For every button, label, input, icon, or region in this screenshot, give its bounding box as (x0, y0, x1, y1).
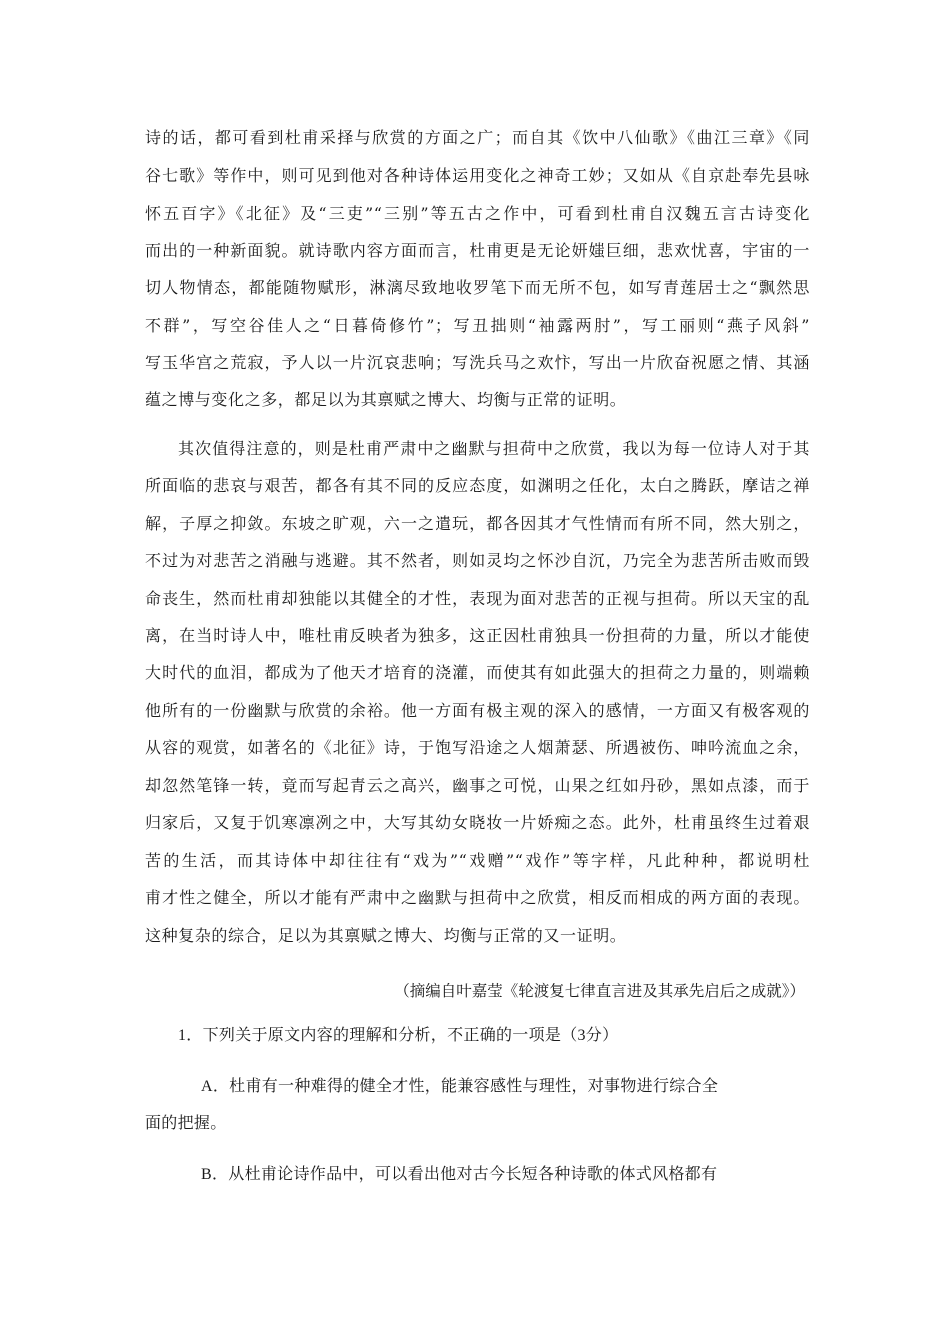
paragraph-1-line-2: 谷七歌》等作中，则可见到他对各种诗体运用变化之神奇工妙；又如从《自京赴奉先县咏 (145, 166, 810, 185)
paragraph-2-line-12: 苦的生活，而其诗体中却往往有“戏为”“戏赠”“戏作”等字样，凡此种种，都说明杜 (145, 851, 810, 870)
paragraph-2-line-14: 这种复杂的综合，足以为其禀赋之博大、均衡与正常的又一证明。 (145, 926, 627, 945)
paragraph-2-line-13: 甫才性之健全，所以才能有严肃中之幽默与担荷中之欣赏，相反而相成的两方面的表现。 (145, 888, 810, 907)
option-b-line-1: B．从杜甫论诗作品中，可以看出他对古今长短各种诗歌的体式风格都有 (201, 1166, 718, 1183)
paragraph-2-line-6: 离，在当时诗人中，唯杜甫反映者为独多，这正因杜甫独具一份担荷的力量，所以才能使 (145, 626, 810, 645)
paragraph-1-line-7: 写玉华宫之荒寂，予人以一片沉哀悲响；写洗兵马之欢忭，写出一片欣奋祝愿之情、其涵 (145, 353, 810, 372)
paragraph-2-line-11: 归家后，又复于饥寒凛冽之中，大写其幼女晓妆一片娇痴之态。此外，杜甫虽终生过着艰 (145, 813, 810, 832)
option-a-line-2: 面的把握。 (145, 1115, 227, 1132)
paragraph-2-line-9: 从容的观赏，如著名的《北征》诗，于饱写沿途之人烟萧瑟、所遇被伤、呻吟流血之余， (145, 738, 810, 757)
paragraph-2-line-7: 大时代的血泪，都成为了他天才培育的浇灌，而使其有如此强大的担荷之力量的，则端赖 (145, 663, 810, 682)
paragraph-2-line-8: 他所有的一份幽默与欣赏的余裕。他一方面有极主观的深入的感情，一方面又有极客观的 (145, 701, 810, 720)
question-1-stem: 1．下列关于原文内容的理解和分析，不正确的一项是（3分） (178, 1027, 619, 1044)
paragraph-1-line-8: 蕴之博与变化之多，都足以为其禀赋之博大、均衡与正常的证明。 (145, 390, 627, 409)
paragraph-1-line-1: 诗的话，都可看到杜甫采择与欣赏的方面之广；而自其《饮中八仙歌》《曲江三章》《同 (145, 128, 810, 147)
source-attribution: （摘编自叶嘉莹《轮渡复七律直言进及其承先启后之成就》） (394, 983, 805, 1000)
paragraph-1-line-6: 不群”，写空谷佳人之“日暮倚修竹”；写丑拙则“袖露两肘”，写工丽则“燕子风斜” (145, 316, 810, 335)
option-a-line-1: A．杜甫有一种难得的健全才性，能兼容感性与理性，对事物进行综合全 (201, 1078, 719, 1095)
paragraph-2-line-1: 其次值得注意的，则是杜甫严肃中之幽默与担荷中之欣赏，我以为每一位诗人对于其 (178, 439, 810, 458)
paragraph-2-line-4: 不过为对悲苦之消融与逃避。其不然者，则如灵均之怀沙自沉，乃完全为悲苦所击败而毁 (145, 551, 810, 570)
paragraph-1-line-5: 切人物情态，都能随物赋形，淋漓尽致地收罗笔下而无所不包，如写青莲居士之“飘然思 (145, 278, 810, 297)
paragraph-1-line-3: 怀五百字》《北征》及“三吏”“三别”等五古之作中，可看到杜甫自汉魏五言古诗变化 (145, 204, 810, 223)
paragraph-2-line-3: 解，子厚之抑敛。东坡之旷观，六一之遣玩，都各因其才气性情而有所不同，然大别之， (145, 514, 810, 533)
paragraph-2-line-5: 命丧生，然而杜甫却独能以其健全的才性，表现为面对悲苦的正视与担荷。所以天宝的乱 (145, 589, 810, 608)
paragraph-1-line-4: 而出的一种新面貌。就诗歌内容方面而言，杜甫更是无论妍媸巨细，悲欢忧喜，宇宙的一 (145, 241, 810, 260)
paragraph-2-line-10: 却忽然笔锋一转，竟而写起青云之高兴，幽事之可悦，山果之红如丹砂，黑如点漆，而于 (145, 776, 810, 795)
paragraph-2-line-2: 所面临的悲哀与艰苦，都各有其不同的反应态度，如渊明之任化，太白之腾跃，摩诘之禅 (145, 476, 810, 495)
